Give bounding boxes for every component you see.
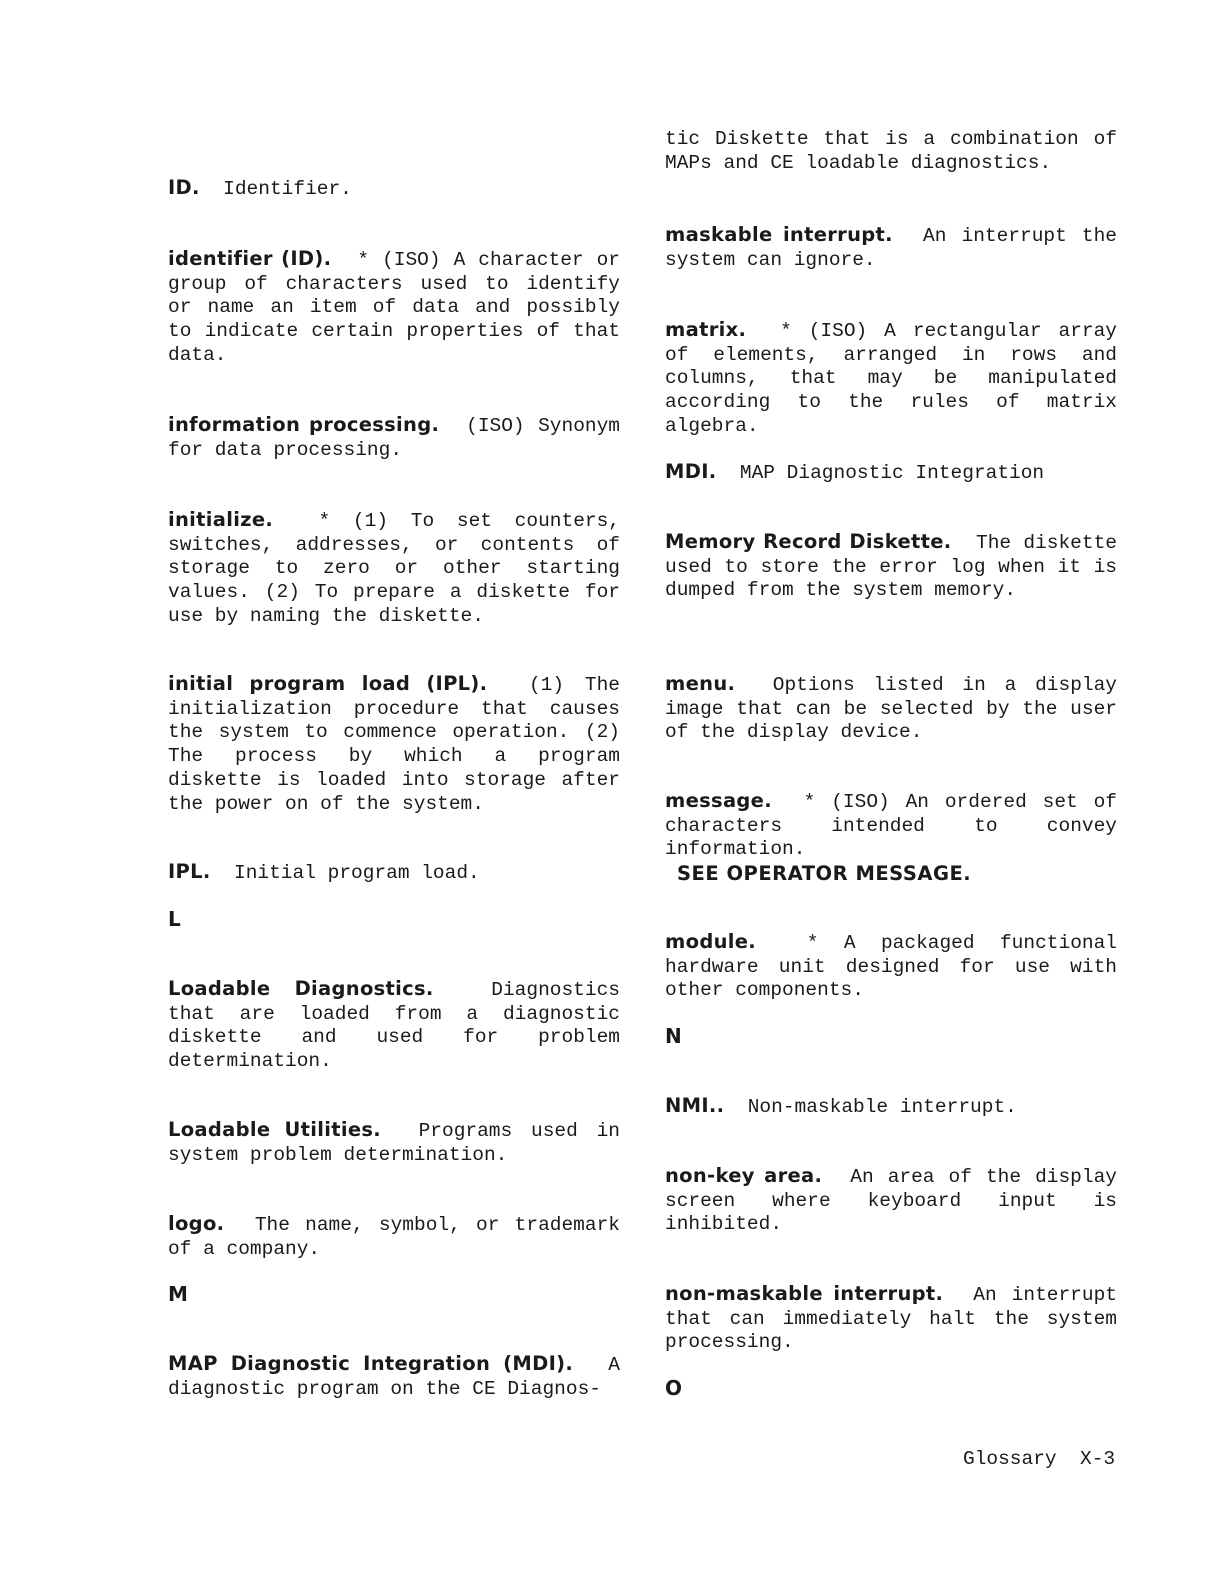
- glossary-term: maskable interrupt.: [665, 223, 893, 246]
- glossary-entry-id: [168, 176, 620, 202]
- glossary-definition: Identifier.: [223, 178, 352, 200]
- glossary-entry-logo: [168, 1212, 620, 1261]
- glossary-definition: A diagnostic program on the CE Diagnos-: [168, 1354, 620, 1400]
- glossary-term: information processing.: [168, 413, 440, 436]
- glossary-term: NMI..: [665, 1094, 725, 1117]
- glossary-entry-menu: [665, 672, 1117, 745]
- glossary-definition: MAP Diagnostic Integration: [739, 462, 1045, 484]
- glossary-term: module.: [665, 930, 756, 953]
- glossary-definition: An interrupt that can immediately halt the system processing.: [665, 1284, 1117, 1354]
- glossary-term: IPL.: [168, 860, 211, 883]
- glossary-entry-initialize: [168, 508, 620, 629]
- glossary-term: non-key area.: [665, 1164, 823, 1187]
- glossary-entry-nmi: [665, 1094, 1117, 1120]
- glossary-term: matrix.: [665, 318, 747, 341]
- glossary-entry-map-diagnostic-integration: [168, 1352, 620, 1401]
- glossary-definition: (ISO) Synonym for data processing.: [168, 415, 621, 461]
- section-letter-m: M: [168, 1282, 188, 1306]
- glossary-entry-module: [665, 930, 1117, 1003]
- glossary-term: ID.: [168, 176, 200, 199]
- glossary-definition: * (ISO) A rectangular array of elements, arranged in rows and columns, that may be manipulated according to the rules of matrix algebra.: [665, 320, 1117, 437]
- glossary-term: initialize.: [168, 508, 274, 531]
- glossary-entry-matrix: [665, 318, 1117, 439]
- glossary-term: initial program load (IPL).: [168, 672, 488, 695]
- glossary-entry-non-maskable-interrupt: [665, 1282, 1117, 1355]
- glossary-term: logo.: [168, 1212, 225, 1235]
- glossary-definition: * A packaged functional hardware unit designed for use with other components.: [665, 932, 1117, 1002]
- glossary-term: message.: [665, 789, 772, 812]
- glossary-term: MAP Diagnostic Integration (MDI).: [168, 1352, 574, 1375]
- glossary-definition: * (ISO) An ordered set of characters intended to convey information.: [665, 791, 1117, 861]
- glossary-entry-loadable-utilities: [168, 1118, 620, 1167]
- glossary-definition: The diskette used to store the error log when it is dumped from the system memory.: [665, 532, 1117, 602]
- section-letter-o: O: [665, 1376, 683, 1400]
- glossary-entry-maskable-interrupt: [665, 223, 1117, 272]
- glossary-entry-information-processing: [168, 413, 620, 462]
- glossary-entry-ipl: [168, 860, 620, 886]
- section-letter-l: L: [168, 907, 181, 931]
- glossary-entry-identifier: [168, 247, 620, 368]
- glossary-term: menu.: [665, 672, 736, 695]
- glossary-entry-mdi: [665, 460, 1117, 486]
- glossary-entry-non-key-area: [665, 1164, 1117, 1237]
- glossary-term: Loadable Utilities.: [168, 1118, 381, 1141]
- section-letter-n: N: [665, 1024, 682, 1048]
- glossary-term: MDI.: [665, 460, 717, 483]
- glossary-definition: An interrupt the system can ignore.: [665, 225, 1117, 271]
- footer-section-title: Glossary: [963, 1448, 1057, 1470]
- glossary-term: identifier (ID).: [168, 247, 332, 270]
- glossary-entry-memory-record-diskette: [665, 530, 1117, 603]
- glossary-definition: (1) The initialization procedure that causes the system to commence operation. (2) The process by which a program diskette is loaded into storage after the power on of the system.: [168, 674, 621, 815]
- glossary-entry-map-continued: [665, 128, 1117, 175]
- glossary-definition: An area of the display screen where keyboard input is inhibited.: [665, 1166, 1117, 1236]
- glossary-term: non-maskable interrupt.: [665, 1282, 944, 1305]
- glossary-definition: Diagnostics that are loaded from a diagnostic diskette and used for problem determination.: [168, 979, 620, 1073]
- footer-page-number: X-3: [1080, 1448, 1116, 1470]
- glossary-definition: tic Diskette that is a combination of MAPs and CE loadable diagnostics.: [665, 128, 1117, 174]
- glossary-entry-message: [665, 789, 1117, 886]
- see-also-reference: SEE OPERATOR MESSAGE.: [677, 862, 972, 886]
- glossary-definition: Options listed in a display image that can be selected by the user of the display device.: [665, 674, 1117, 744]
- glossary-definition: * (1) To set counters, switches, addresses, or contents of storage to zero or other starting values. (2) To prepare a diskette for use by naming the diskette.: [168, 510, 620, 627]
- glossary-definition: * (ISO) A character or group of characters used to identify or name an item of data and possibly to indicate certain properties of that data.: [168, 249, 621, 366]
- page-footer: [963, 1447, 1115, 1471]
- glossary-definition: Initial program load.: [234, 862, 480, 884]
- glossary-entry-loadable-diagnostics: [168, 977, 620, 1074]
- glossary-entry-initial-program-load: [168, 672, 620, 816]
- glossary-definition: The name, symbol, or trademark of a company.: [168, 1214, 620, 1260]
- glossary-term: Memory Record Diskette.: [665, 530, 952, 553]
- glossary-term: Loadable Diagnostics.: [168, 977, 434, 1000]
- glossary-definition: Programs used in system problem determination.: [168, 1120, 620, 1166]
- glossary-definition: Non-maskable interrupt.: [747, 1096, 1017, 1118]
